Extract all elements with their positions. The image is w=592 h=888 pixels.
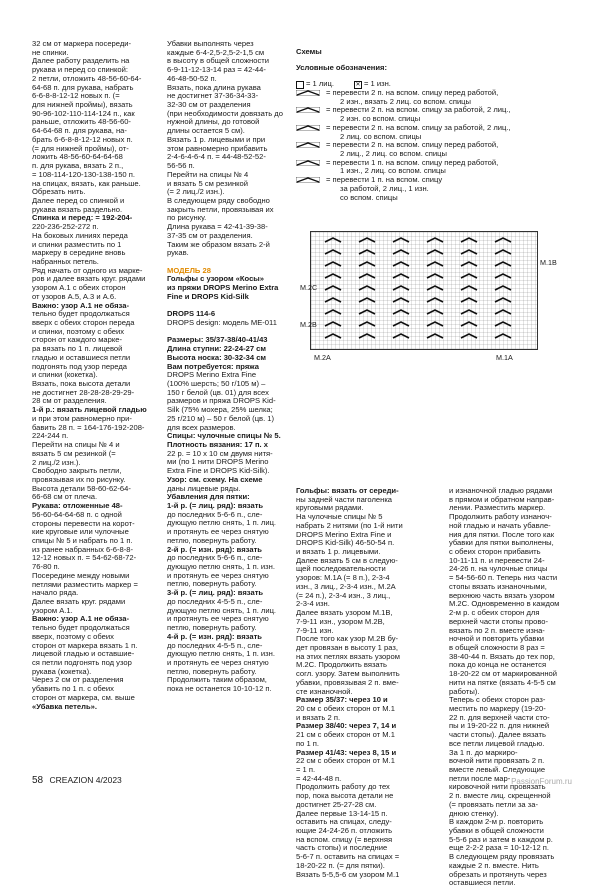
col2b-line: петлю, повернуть работу. <box>167 579 257 589</box>
col4-line: 2 п. вместе лиц. скрещенной <box>449 791 551 801</box>
col4-line: 24-26 п. на чулочные спицы <box>449 564 548 574</box>
legend <box>296 40 566 202</box>
col1-line: провязывая их по рисунку. <box>32 474 126 484</box>
col3-line: набрать 2 нитями (по 1-й нити <box>296 520 403 530</box>
legend-row-knit: = 1 лиц. ✕ = 1 изн. <box>296 80 566 89</box>
col1-line: рукава вязать раздельно. <box>32 204 123 214</box>
legend-row: со вспом. спицы <box>340 192 398 202</box>
col2-line: Вязать 1 р. лицевыми и при <box>167 134 266 144</box>
legend-row: 2 изн. со вспом. спицы <box>340 114 421 124</box>
col1-line: и спинки, поэтому с обеих <box>32 326 125 336</box>
col3-line: Размер 35/37: через 10 и <box>296 695 388 705</box>
col1-line: спицы № 5 и набрать по 1 п. <box>32 535 133 545</box>
col4-line: нити на пятке (вязать 4-5-5 см <box>449 677 556 687</box>
col2-line: каждые 6-4-2,5-2,5-2-1,5 см <box>167 47 265 57</box>
col4-line: каждые 2 п. вместе. Нить <box>449 860 539 870</box>
col2b-line: Длина ступни: 22-24-27 см <box>167 344 267 354</box>
legend-row: = перевести 1 п. на вспом. спицу <box>296 176 566 185</box>
col4-line: ночной и повторить убавки <box>449 634 545 644</box>
cable-symbol-icon <box>296 90 320 96</box>
col4-line: убавки в общей сложности <box>449 826 544 836</box>
col3-line: = 42-44-48 п. <box>296 773 342 783</box>
col4-line: = 54-56-60 п. Теперь низ части <box>449 573 558 583</box>
col2b-line: Высота носка: 30-32-34 см <box>167 352 267 362</box>
col2b-line: и протянуть ее через снятую <box>167 657 269 667</box>
legend-row: 2 лиц. со вспом. спицы <box>340 131 422 141</box>
col1-line: от узоров A.5, A.3 и A.6. <box>32 291 117 301</box>
watermark: PassionForum.ru <box>511 777 572 786</box>
col1-line: тельно будет продолжаться <box>32 309 130 319</box>
col1-line: Важно: узор A.1 не обяза- <box>32 300 129 310</box>
col2b-line: дующую петлю снять, 1 п. изн. <box>167 649 275 659</box>
col3-line: 21 см с обеих сторон от M.1 <box>296 730 395 740</box>
col4-line: и изнаночной гладью рядами <box>449 486 553 495</box>
col1-line: 2 петли, отложить 48-56-60-64- <box>32 73 142 83</box>
col1-line: Далее работу разделить на <box>32 56 130 66</box>
col4-line: 2-м р. с обеих сторон для <box>449 608 540 618</box>
col1-line: и спинки разместить по 1 <box>32 239 122 249</box>
col4-line: ной гладью и начать убавле- <box>449 520 551 530</box>
col1-line: раньше, отложить 48-56-60- <box>32 117 131 127</box>
col2b-line: 22 р. = 10 x 10 см двумя нитя- <box>167 448 273 458</box>
col2-line: Длина рукава = 42-41-39-38- <box>167 222 268 232</box>
col2b-line: ми (по 1 нити DROPS Merino <box>167 457 269 467</box>
col1-line: (= для нижней проймы), от- <box>32 143 129 153</box>
col2b-line: дующую петлю снять, 1 п. изн. <box>167 562 275 572</box>
col2-line: закрыть петли, провязывая их <box>167 204 274 214</box>
legend-title: Схемы <box>296 46 322 56</box>
col3-line: на этих петлях вязать узором <box>296 651 400 661</box>
col2-line: 37-35 см от разделения. <box>167 230 253 240</box>
col4-line: части стопы). Далее вязать <box>449 730 546 740</box>
col1-line: 90-96-102-110-114-124 п., как <box>32 108 135 118</box>
legend-row: за работой, 2 лиц., 1 изн. <box>340 183 429 193</box>
col4-line: вочной нити провязать 2 п. <box>449 756 545 766</box>
cable-chart <box>310 231 538 350</box>
model-title-1: Гольфы с узором «Косы» <box>167 274 265 284</box>
legend-row: 2 изн., вязать 2 лиц. со вспом. спицы <box>340 96 471 106</box>
col3-line: Вязать 5-5,5-6 см узором M.1 <box>296 869 400 879</box>
col1-line: 12-12 новых п. = 54-62-68-72- <box>32 553 137 563</box>
col1-line: сторон от каждого марке- <box>32 335 123 345</box>
col1-line: Ряд начать от одного из марке- <box>32 265 143 275</box>
col2-line: этом равномерно прибавить <box>167 143 268 153</box>
col2b-line: размеров и пряжа DROPS Kid- <box>167 396 276 406</box>
col2-line: Вязать, пока длина рукава <box>167 82 261 92</box>
col2b-line: Вам потребуется: пряжа <box>167 361 259 371</box>
col1-line: и при этом равномерно при- <box>32 413 132 423</box>
col2b-line: петлю, повернуть работу. <box>167 666 257 676</box>
chart-label-m1b: M.1B <box>540 258 557 267</box>
chart-label-m2b: M.2B <box>300 320 317 329</box>
col2b-line: Убавления для пятки: <box>167 492 250 502</box>
purl-symbol-icon: ✕ <box>355 82 361 89</box>
col1-line: Обрезать нить. <box>32 187 86 197</box>
col1-line: рукава и перед со спинкой: <box>32 65 128 75</box>
col2-line: длины остается 5 см). <box>167 126 245 136</box>
col4-line: обрезать и протянуть через <box>449 869 547 879</box>
col1-line: Через 2 см от разделения <box>32 675 124 685</box>
legend-subtitle: Условные обозначения: <box>296 62 388 72</box>
col3-line: часть стопы) и последние <box>296 843 388 853</box>
text-column-2 <box>167 40 289 694</box>
col3-line: 5-6-7 п. оставить на спицах = <box>296 852 400 862</box>
col1-line: и спинки (кокетка). <box>32 370 98 380</box>
col2b-line: 2-й р. (= изн. ряд): вязать <box>167 544 262 554</box>
col2b-line: Плотность вязания: 17 п. x <box>167 439 269 449</box>
col3-line: Размер 38/40: через 7, 14 и <box>296 721 397 731</box>
col2b-line: до последних 4-5-5 п., сле- <box>167 596 263 606</box>
col2b-line: дующую петлю снять, 1 п. лиц. <box>167 605 277 615</box>
col1-line: На боковых линиях переда <box>32 230 128 240</box>
col3-line: M.2C. Продолжить вязать <box>296 660 387 670</box>
col3-line: (= 24 п.), 2-3-4 изн., 3 лиц., <box>296 590 391 600</box>
drops-design: DROPS design: модель ME-011 <box>167 317 277 327</box>
col4-line: ния для пятки. После того как <box>449 529 555 539</box>
col3-line: оставить на спицах, следу- <box>296 817 392 827</box>
col2b-line: и протянуть ее через снятую <box>167 614 269 624</box>
chart-label-m2c: M.2C <box>300 283 318 292</box>
col3-line: дет провязан в высоту 1 раз, <box>296 642 398 652</box>
col1-line: для нижней проймы), вязать <box>32 100 133 110</box>
page-footer <box>32 775 122 786</box>
col4-line: днюю стенку). <box>449 808 499 818</box>
col1-line: узором A.1 с обеих сторон <box>32 283 126 293</box>
col1-line: рукава (кокетка). <box>32 666 92 676</box>
col1-line: Посередине между новыми <box>32 570 130 580</box>
col2b-line: для всех размеров. <box>167 422 236 432</box>
page-number: 58 <box>32 775 44 786</box>
col4-line: M.2C. Одновременно в каждом <box>449 599 560 609</box>
col2-line: 46-48-50-52 п. <box>167 73 217 83</box>
col2-line: рукав. <box>167 248 189 258</box>
col2b-line: до последних 5-6-6 п., сле- <box>167 509 263 519</box>
col2b-line: и протянуть ее через снятую <box>167 570 269 580</box>
col1-line: «Убавка петель». <box>32 701 97 711</box>
col3-line: 22 см с обеих сторон от M.1 <box>296 756 395 766</box>
col3-line: Далее вязать узором M.1B, <box>296 608 393 618</box>
col4-line: кировочной нити провязать <box>449 782 546 792</box>
col2b-line: 1-й р. (= лиц. ряд): вязать <box>167 501 264 510</box>
col1-line: вверх, поэтому с обеих <box>32 631 114 641</box>
col4-line: пока до конца не останется <box>449 660 547 670</box>
col2b-line: Silk (75% мохера, 25% шелка; <box>167 405 273 415</box>
col3-line: DROPS Kid-Silk) 46-50-54 п. <box>296 538 395 548</box>
col2b-line: 3-й р. (= лиц. ряд): вязать <box>167 588 264 598</box>
chart-label-m2a: M.2A <box>314 353 331 362</box>
col1-line: сторон от маркера вязать 1 п. <box>32 640 138 650</box>
col3-line: согл. узору. Затем выполнить <box>296 669 400 679</box>
col2-line: Перейти на спицы № 4 <box>167 169 249 179</box>
col1-line: брать 6-6-8-8-12-12 новых п. <box>32 134 133 144</box>
col2b-line: до последних 4-5-5 п., сле- <box>167 640 263 650</box>
col1-line: петлями разместить маркер = <box>32 579 138 589</box>
col3-line: Размер 41/43: через 8, 15 и <box>296 747 397 757</box>
col1-line: сторон от маркера, см. выше <box>32 692 135 702</box>
col2-line: 56-56 п. <box>167 161 195 171</box>
col2-line: нужной длины, до готовой <box>167 117 260 127</box>
col4-line: петли после мар- <box>449 773 511 783</box>
col1-line: Далее перед со спинкой и <box>32 195 125 205</box>
col1-line: гладью и оставшиеся петли <box>32 352 131 362</box>
col3-line: и вязать 2 п. <box>296 712 341 722</box>
col2b-line: и протянуть ее через снятую <box>167 527 269 537</box>
col2-line: в высоту в общей сложности <box>167 56 269 66</box>
col4-line: лении. Разместить маркер. <box>449 503 546 513</box>
col1-line: набранных петель. <box>32 256 99 266</box>
col1-line: 2 лиц./2 изн.). <box>32 457 81 467</box>
col4-line: За 1 п. до маркиро- <box>449 747 518 757</box>
cable-symbol-icon <box>296 142 320 148</box>
col2-line: 2-4-6-4-6-4 п. = 44-48-52-52- <box>167 152 266 162</box>
col4-line: местить по маркеру (19-20- <box>449 703 546 713</box>
legend-row: 1 изн., 2 лиц. со вспом. спицы <box>340 166 446 176</box>
col1-line: Свободно закрыть петли, <box>32 466 122 476</box>
col2b-line: Спицы: чулочные спицы № 5. <box>167 431 281 441</box>
col4-line: В следующем ряду провязать <box>449 852 555 862</box>
col4-line: в прямом и обратном направ- <box>449 494 555 504</box>
col2b-line: до последних 5-6-6 п., сле- <box>167 553 263 563</box>
col2b-line: Узор: см. схему. На схеме <box>167 474 263 484</box>
chart-grid <box>311 232 537 349</box>
col4-line: все петли лицевой гладью. <box>449 738 545 748</box>
col3-line: После того как узор M.2B бу- <box>296 634 399 644</box>
col1-line: 64-64-68 п. для рукава, на- <box>32 126 127 136</box>
col1-line: начало ряда. <box>32 588 79 598</box>
col2-line: и вязать 5 см резинкой <box>167 178 249 188</box>
col3-line: сте изнаночной. <box>296 686 353 696</box>
col3-line: 20 см с обеих сторон от M.1 <box>296 703 395 713</box>
col3-line: и вязать 1 р. лицевыми. <box>296 547 381 557</box>
legend-row: = перевести 2 п. на вспом. спицу за работой, 2 лиц., <box>296 124 566 133</box>
col2b-line: 25 г/210 м) – 50 г белой (цв. 1) <box>167 413 275 423</box>
col2b-line: пока не останется 10-10-12 п. <box>167 684 272 694</box>
col1-line: подгонять под узор переда <box>32 361 128 371</box>
col2-line: В следующем ряду свободно <box>167 195 270 205</box>
col3-line: 7-9-11 изн. <box>296 625 334 635</box>
col1-line: тельно будет продолжаться <box>32 623 130 633</box>
col2b-line: петлю, повернуть работу. <box>167 623 257 633</box>
col1-line: ров и далее вязать круг. рядами <box>32 274 146 284</box>
col3-line: Далее первые 13-14-15 п. <box>296 808 388 818</box>
col2b-line: DROPS Merino Extra Fine <box>167 370 257 380</box>
cable-symbol-icon <box>296 160 320 166</box>
col4-line: 38-40-44 п. Вязать до тех пор, <box>449 651 555 661</box>
col1-line: Рукава: отложенные 48- <box>32 501 123 511</box>
col4-line: верхнюю часть вязать узором <box>449 590 555 600</box>
col2-line: не достигнет 37-36-34-33- <box>167 91 259 101</box>
model-title-3: Fine и DROPS Kid-Silk <box>167 291 249 301</box>
col1-line: п. для рукава, вязать 2 п., <box>32 161 124 171</box>
col1-line: кие круговые или чулочные <box>32 527 129 537</box>
col1-line: бавить 28 п. = 164-176-192-208- <box>32 422 145 432</box>
col2b-line: даны лицевые ряды. <box>167 483 241 493</box>
col4-line: вязать по 2 п. вместе изна- <box>449 625 545 635</box>
col3-line: DROPS Merino Extra Fine и <box>296 529 392 539</box>
col1-line: 32 см от маркера посереди- <box>32 39 132 48</box>
col1-line: ся петли подгонять под узор <box>32 658 132 668</box>
col1-line: вверх с обеих сторон переда <box>32 318 135 327</box>
col2b-line: Размеры: 35/37-38/40-41/43 <box>167 335 268 345</box>
chart-label-m1a: M.1A <box>496 353 513 362</box>
col3-line: щей последовательности <box>296 564 386 574</box>
col3-line: ющие 24-24-26 п. отложить <box>296 826 393 836</box>
cable-symbol-icon <box>296 125 320 131</box>
col4-line: стопы вязать изнаночными, <box>449 581 547 591</box>
col1-line: 76-80 п. <box>32 562 60 572</box>
col3-line: ны задней части паголенка <box>296 494 393 504</box>
col1-line: = 108-114-120-130-138-150 п. <box>32 169 135 179</box>
text-column-1 <box>32 40 160 711</box>
col1-line: Важно: узор A.1 не обяза- <box>32 614 129 624</box>
col3-line: по 1 п. <box>296 738 320 748</box>
col1-line: 6-6-8-8-12-12 новых п. (= <box>32 91 120 101</box>
col3-line: Продолжить работу до тех <box>296 782 390 792</box>
col1-line: на спицах, вязать, как раньше. <box>32 178 141 188</box>
col2-line: Таким же образом вязать 2-й <box>167 239 270 249</box>
legend-row: 2 лиц., 2 лиц. со вспом. спицы <box>340 148 447 158</box>
drops-code: DROPS 114-6 <box>167 309 216 319</box>
col3-line: убавки, провязывая 2 п. вме- <box>296 677 399 687</box>
col1-line: маркеру в середине вновь <box>32 248 126 258</box>
magazine-issue: CREAZION 4/2023 <box>49 775 122 785</box>
col4-line: 18-20-22 см от маркированной <box>449 669 557 679</box>
col4-line: с обеих сторон прибавить <box>449 547 541 557</box>
col1-line: Вязать, пока высота детали <box>32 379 131 389</box>
col1-line: 224-244 п. <box>32 431 69 441</box>
col4-line: в общей сложности 8 раз = <box>449 642 545 652</box>
col3-line: узоров: M.1A (= 8 п.), 2-3-4 <box>296 573 390 583</box>
col1-line: из ранее набранных 6-6-8-8- <box>32 544 134 554</box>
cable-symbol-icon <box>296 177 320 183</box>
col1-line: стороны перевести на корот- <box>32 518 135 528</box>
col3-line: Гольфы: вязать от середи- <box>296 486 399 495</box>
legend-row: = перевести 2 п. на вспом. спицу за работой, 2 лиц., <box>296 106 566 115</box>
col4-line: Теперь с обеих сторон раз- <box>449 695 546 705</box>
col2b-line: Extra Fine и DROPS Kid-Silk). <box>167 466 270 476</box>
col1-line: 1-й р.: вязать лицевой гладью <box>32 405 147 415</box>
col3-line: 18-20-22 п. (= для пятки). <box>296 860 385 870</box>
col3-line: изн., 3 лиц., 2-3-4 изн., M.2A <box>296 581 396 591</box>
col3-line: На чулочные спицы № 5 <box>296 512 383 522</box>
col1-line: 64-68 п. для рукава, набрать <box>32 82 134 92</box>
col4-line: Продолжить работу изнаноч- <box>449 512 552 522</box>
col3-line: пор, пока высота детали не <box>296 791 394 801</box>
col1-line: вязать 5 см резинкой (= <box>32 448 116 458</box>
col2b-line: 150 г белой (цв. 01) для всех <box>167 387 269 397</box>
col1-line: 220-236-252-272 п. <box>32 222 99 232</box>
col3-line: на вспом. спицу (= верхняя <box>296 834 393 844</box>
legend-row: = перевести 2 п. на вспом. спицу перед работой, <box>296 141 566 150</box>
col2b-line: (100% шерсть; 50 г/105 м) – <box>167 378 266 388</box>
legend-row: = перевести 1 п. на вспом. спицу перед работой, <box>296 159 566 168</box>
col1-line: Перейти на спицы № 4 и <box>32 440 120 450</box>
col4-line: верхней части стопы прово- <box>449 616 549 626</box>
col1-line: Высота детали 58-60-62-64- <box>32 483 131 493</box>
col1-line: узором A.1. <box>32 605 73 615</box>
col2-line: 32-30 см от разделения <box>167 100 251 110</box>
col1-line: Далее вязать круг. рядами <box>32 597 126 606</box>
col3-line: 7-9-11 изн., узором M.2B, <box>296 616 385 626</box>
col2b-line: петлю, повернуть работу. <box>167 535 257 545</box>
col2-line: (при необходимости довязать до <box>167 108 283 118</box>
col1-line: Спинка и перед: = 192-204- <box>32 213 133 223</box>
legend-row: = перевести 2 п. на вспом. спицу перед работой, <box>296 89 566 98</box>
col4-line: пы и 19-20-22 п. для нижней <box>449 721 550 731</box>
col3-line: Далее вязать 5 см в следую- <box>296 555 398 565</box>
text-column-4 <box>449 487 577 888</box>
col4-line: 5-5-6 раз и затем в каждом р. <box>449 834 553 844</box>
col4-line: убавки для пятки выполнены, <box>449 538 554 548</box>
col4-line: 22 п. для верхней части сто- <box>449 712 550 722</box>
col2b-line: дующую петлю снять, 1 п. лиц. <box>167 518 277 528</box>
col1-line: убавить по 1 п. с обеих <box>32 684 114 694</box>
col3-line: 2-3-4 изн. <box>296 599 330 609</box>
col1-line: ложить 48-56-60-64-64-68 <box>32 152 123 162</box>
col1-line: не достигнет 28-28-28-29-29- <box>32 387 135 397</box>
col1-line: лицевой гладью и оставшие- <box>32 649 135 659</box>
cable-symbol-icon <box>296 107 320 113</box>
col1-line: не спинки. <box>32 47 69 57</box>
col2-line: по рисунку. <box>167 213 207 223</box>
col2-line: 6-9-11-12-13-14 раз = 42-44- <box>167 65 266 75</box>
col1-line: 28 см от разделения. <box>32 396 107 406</box>
col1-line: 56-60-64-64-68 п. с одной <box>32 509 122 519</box>
col1-line: 66-68 см от плеча. <box>32 492 98 502</box>
col4-line: работы). <box>449 686 480 696</box>
model-label: МОДЕЛЬ 28 <box>167 265 211 275</box>
col2-line: Убавки выполнять через <box>167 39 254 48</box>
text-column-3 <box>296 487 440 879</box>
col2b-line: 4-й р. (= изн. ряд): вязать <box>167 631 262 641</box>
col4-line: еще 2-2-2 раза = 10-12-12 п. <box>449 843 550 853</box>
col2b-line: Продолжить таким образом, <box>167 675 267 685</box>
col4-line: 10-11-11 п. и перевести 24- <box>449 555 545 565</box>
col4-line: вместе левый. Следующие <box>449 765 546 774</box>
model-title-2: из пряжи DROPS Merino Extra <box>167 283 279 293</box>
col4-line: В каждом 2-м р. повторить <box>449 817 544 827</box>
col1-line: ра вязать по 1 п. лицевой <box>32 344 123 354</box>
col4-line: (= провязать петли за за- <box>449 799 538 809</box>
col3-line: круговыми рядами. <box>296 503 364 513</box>
col4-line: оставшиеся петли. <box>449 878 516 888</box>
col3-line: достигнет 25-27-28 см. <box>296 799 377 809</box>
col3-line: = 1 п. <box>296 765 316 774</box>
col2-line: (= 2 лиц./2 изн.). <box>167 187 225 197</box>
